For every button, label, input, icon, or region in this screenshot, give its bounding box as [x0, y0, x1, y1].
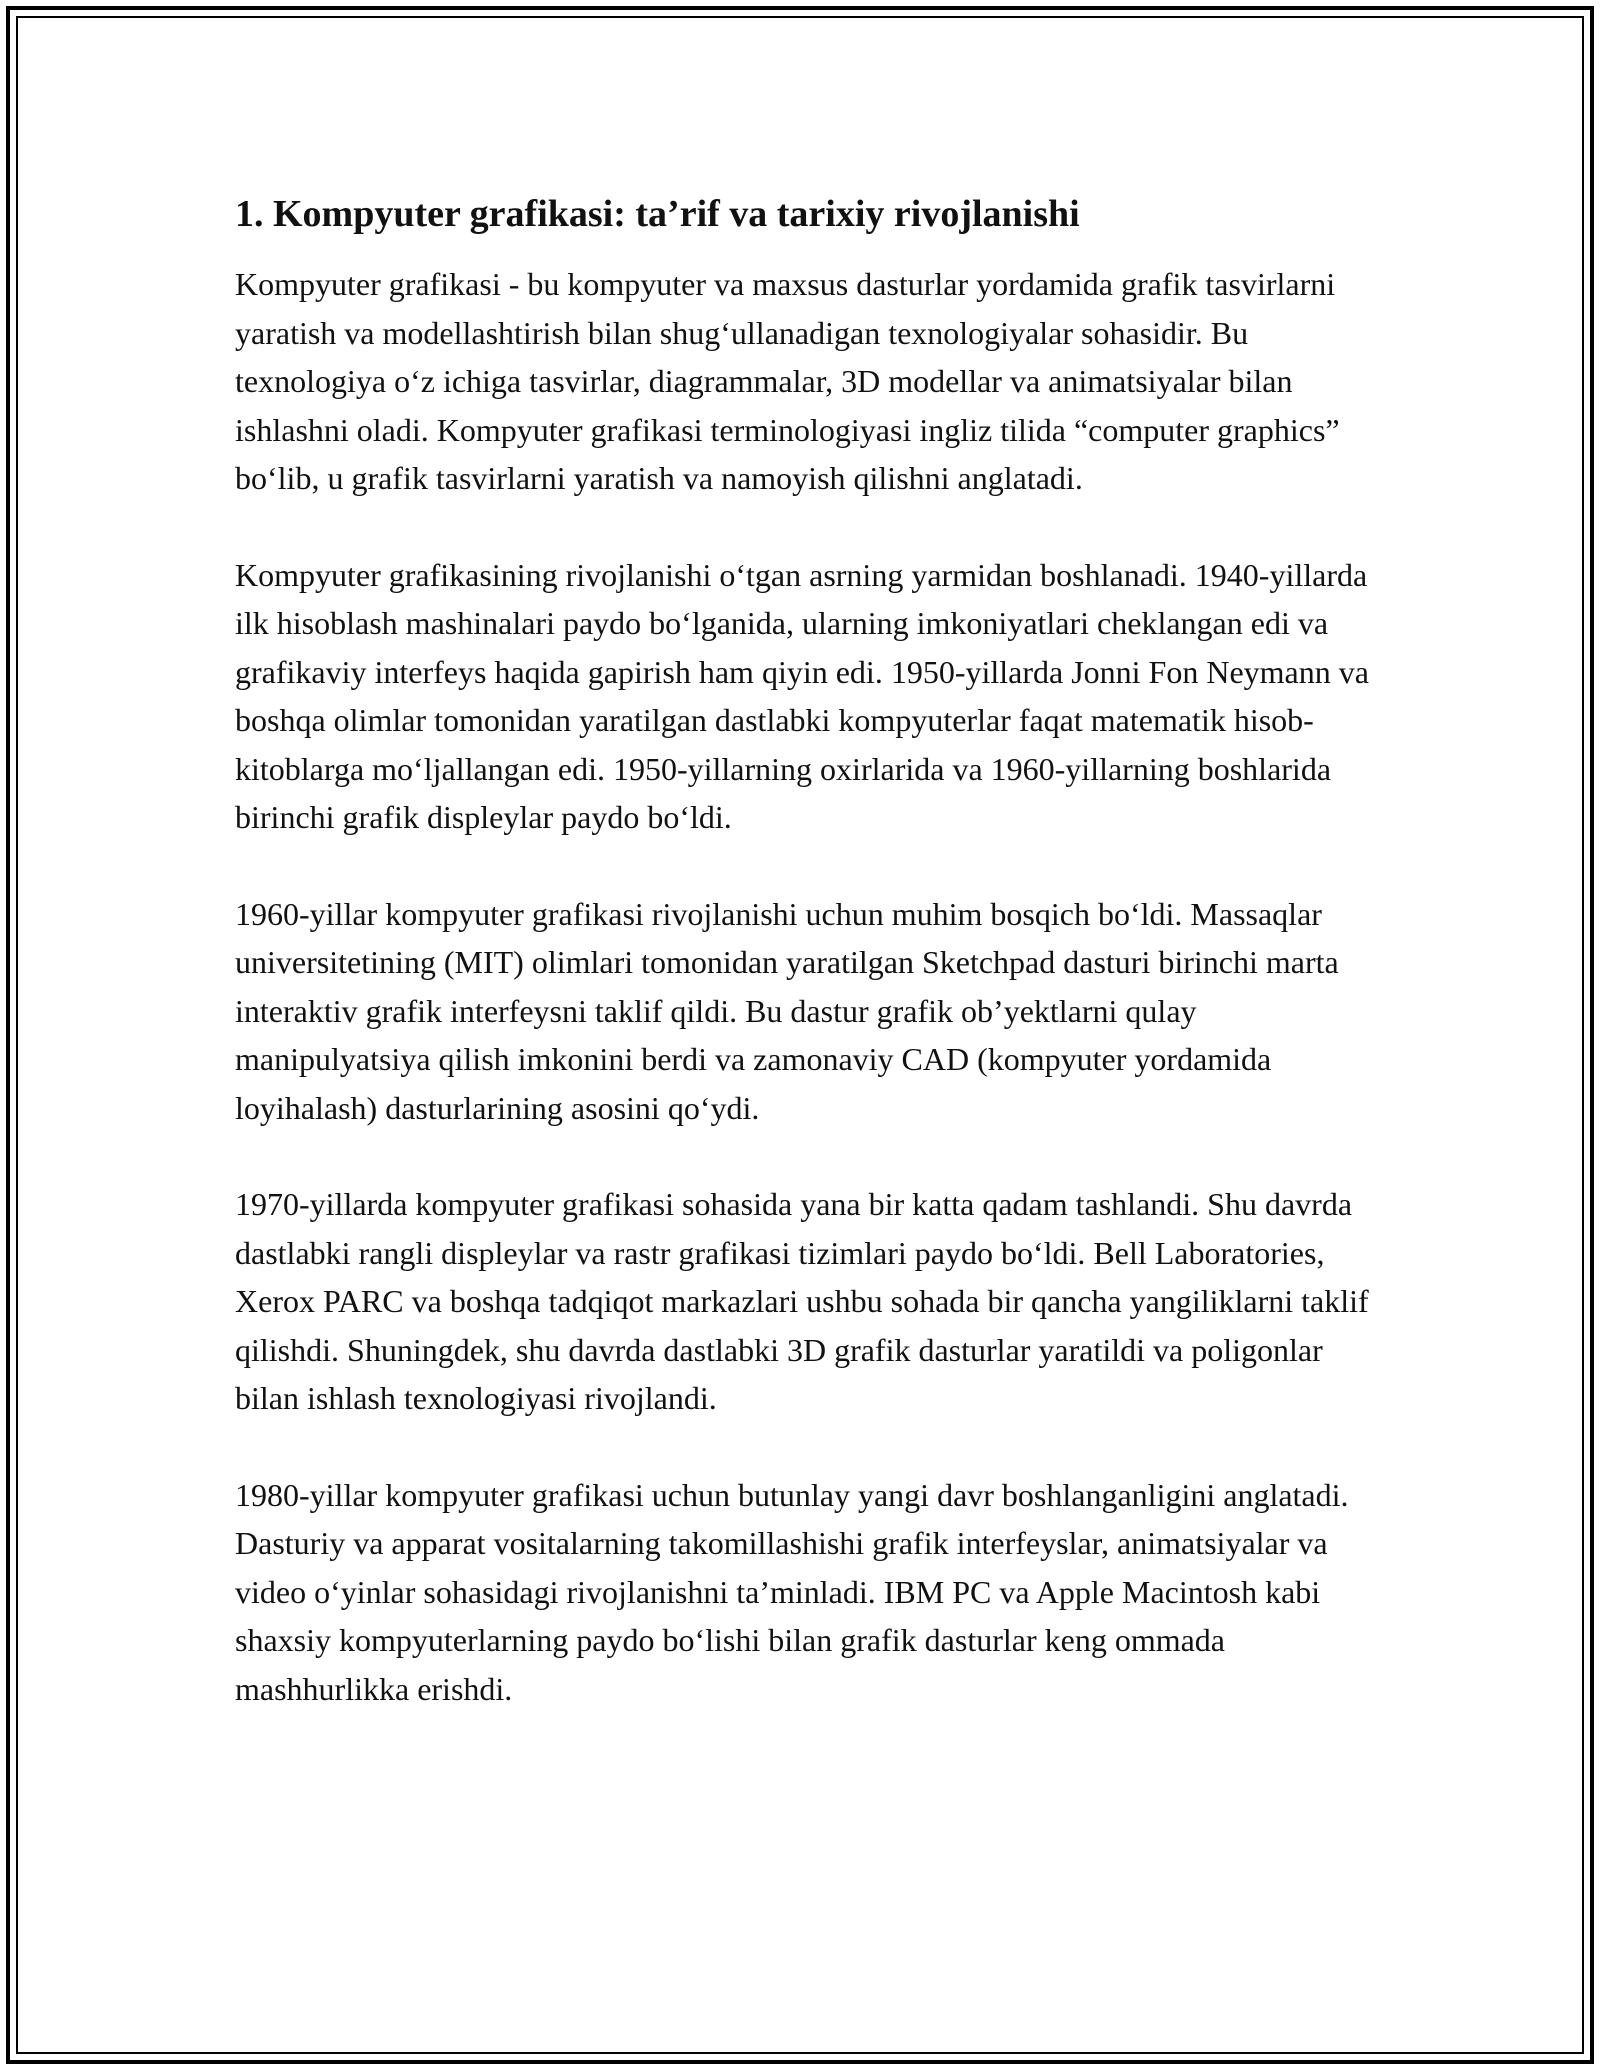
document-body — [235, 186, 1385, 1761]
paragraph-1970s: 1970-yillarda kompyuter grafikasi sohasida yana bir katta qadam tashlandi. Shu davrda dastlabki rangli displeylar va rastr grafikasi tizimlari paydo bo‘ldi. Bell Laboratories, Xerox PARC va boshqa tadqiqot markazlari ushbu sohada bir qancha yangiliklarni taklif qilishdi. Shuningdek, shu davrda dastlabki 3D grafik dasturlar yaratildi va poligonlar bilan ishlash texnologiyasi rivojlandi. — [235, 1186, 1369, 1416]
paragraph-definition: Kompyuter grafikasi - bu kompyuter va maxsus dasturlar yordamida grafik tasvirlarni yaratish va modellashtirish bilan shug‘ullanadigan texnologiyalar sohasidir. Bu texnologiya o‘z ichiga tasvirlar, diagrammalar, 3D modellar va animatsiyalar bilan ishlashni oladi. Kompyuter grafikasi terminologiyasi ingliz tilida “computer graphics” bo‘lib, u grafik tasvirlarni yaratish va namoyish qilishni anglatadi. — [235, 266, 1340, 496]
paragraph-1940s-1950s: Kompyuter grafikasining rivojlanishi o‘tgan asrning yarmidan boshlanadi. 1940-yillarda ilk hisoblash mashinalari paydo bo‘lganida, ularning imkoniyatlari cheklangan edi va grafikaviy interfeys haqida gapirish ham qiyin edi. 1950-yillarda Jonni Fon Neymann va boshqa olimlar tomonidan yaratilgan dastlabki kompyuterlar faqat matematik hisob-kitoblarga mo‘ljallangan edi. 1950-yillarning oxirlarida va 1960-yillarning boshlarida birinchi grafik displeylar paydo bo‘ldi. — [235, 556, 1369, 835]
paragraph-1980s: 1980-yillar kompyuter grafikasi uchun butunlay yangi davr boshlanganligini anglatadi. Dasturiy va apparat vositalarning takomillashishi grafik interfeyslar, animatsiyalar va video o‘yinlar sohasidagi rivojlanishni ta’minladi. IBM PC va Apple Macintosh kabi shaxsiy kompyuterlarning paydo bo‘lishi bilan grafik dasturlar keng ommada mashhurlikka erishdi. — [235, 1476, 1349, 1707]
section-heading: 1. Kompyuter grafikasi: ta’rif va tarixiy rivojlanishi — [235, 193, 1080, 235]
paragraph-1960s: 1960-yillar kompyuter grafikasi rivojlanishi uchun muhim bosqich bo‘ldi. Massaqlar universitetining (MIT) olimlari tomonidan yaratilgan Sketchpad dasturi birinchi marta interaktiv grafik interfeysni taklif qildi. Bu dastur grafik ob’yektlarni qulay manipulyatsiya qilish imkonini berdi va zamonaviy CAD (kompyuter yordamida loyihalash) dasturlarining asosini qo‘ydi. — [235, 895, 1339, 1126]
